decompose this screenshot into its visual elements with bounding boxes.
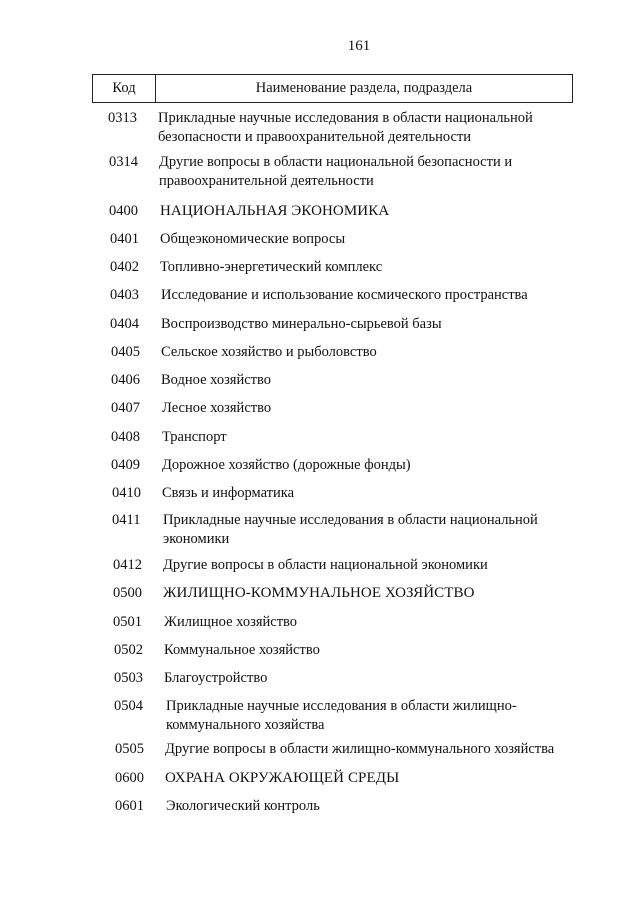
row-name: Благоустройство [164,670,268,686]
row-name: Прикладные научные исследования в области жилищно-коммунального хозяйства [166,698,517,733]
row-name: ЖИЛИЩНО-КОММУНАЛЬНОЕ ХОЗЯЙСТВО [163,585,475,601]
row-code: 0410 [112,485,141,501]
row-code: 0406 [111,372,140,388]
row-code: 0404 [110,316,139,332]
row-code: 0400 [109,203,138,219]
row-name: Экологический контроль [166,798,320,814]
column-header-name: Наименование раздела, подраздела [255,80,473,96]
column-header-code: Код [93,75,156,102]
row-name: Связь и информатика [162,485,295,501]
row-code: 0501 [113,614,142,630]
row-name: Жилищное хозяйство [164,614,298,630]
row-code: 0403 [110,287,139,303]
row-name: Другие вопросы в области национальной экономики [163,557,488,573]
row-code: 0407 [111,400,140,416]
row-code: 0313 [108,110,137,126]
row-name: Лесное хозяйство [162,400,272,416]
row-code: 0401 [110,231,139,247]
row-code: 0502 [114,642,143,658]
row-name: Прикладные научные исследования в области национальной экономики [163,512,538,547]
row-name: Другие вопросы в области жилищно-коммунального хозяйства [165,741,555,757]
row-name: Прикладные научные исследования в области национальной безопасности и правоохранительной деятельности [158,110,533,145]
row-name: Дорожное хозяйство (дорожные фонды) [162,457,411,473]
row-name: Воспроизводство минерально-сырьевой базы [161,316,442,332]
row-code: 0412 [113,557,142,573]
row-name: Сельское хозяйство и рыболовство [161,344,377,360]
row-code: 0505 [115,741,144,757]
page-number: 161 [347,38,371,54]
row-name: Транспорт [162,429,227,445]
row-name: Общеэкономические вопросы [160,231,346,247]
row-code: 0503 [114,670,143,686]
row-name: ОХРАНА ОКРУЖАЮЩЕЙ СРЕДЫ [165,770,400,786]
row-name: Исследование и использование космического пространства [161,287,528,303]
row-code: 0402 [110,259,139,275]
row-name: НАЦИОНАЛЬНАЯ ЭКОНОМИКА [160,203,390,219]
row-name: Водное хозяйство [161,372,272,388]
row-code: 0409 [111,457,140,473]
row-code: 0601 [115,798,144,814]
row-code: 0408 [111,429,140,445]
row-name: Другие вопросы в области национальной безопасности и правоохранительной деятельности [159,154,513,189]
row-code: 0500 [113,585,142,601]
row-name: Топливно-энергетический комплекс [160,259,383,275]
row-code: 0405 [111,344,140,360]
row-code: 0504 [114,698,143,714]
row-code: 0600 [115,770,144,786]
row-name: Коммунальное хозяйство [164,642,320,658]
row-code: 0314 [109,154,138,170]
row-code: 0411 [112,512,141,528]
